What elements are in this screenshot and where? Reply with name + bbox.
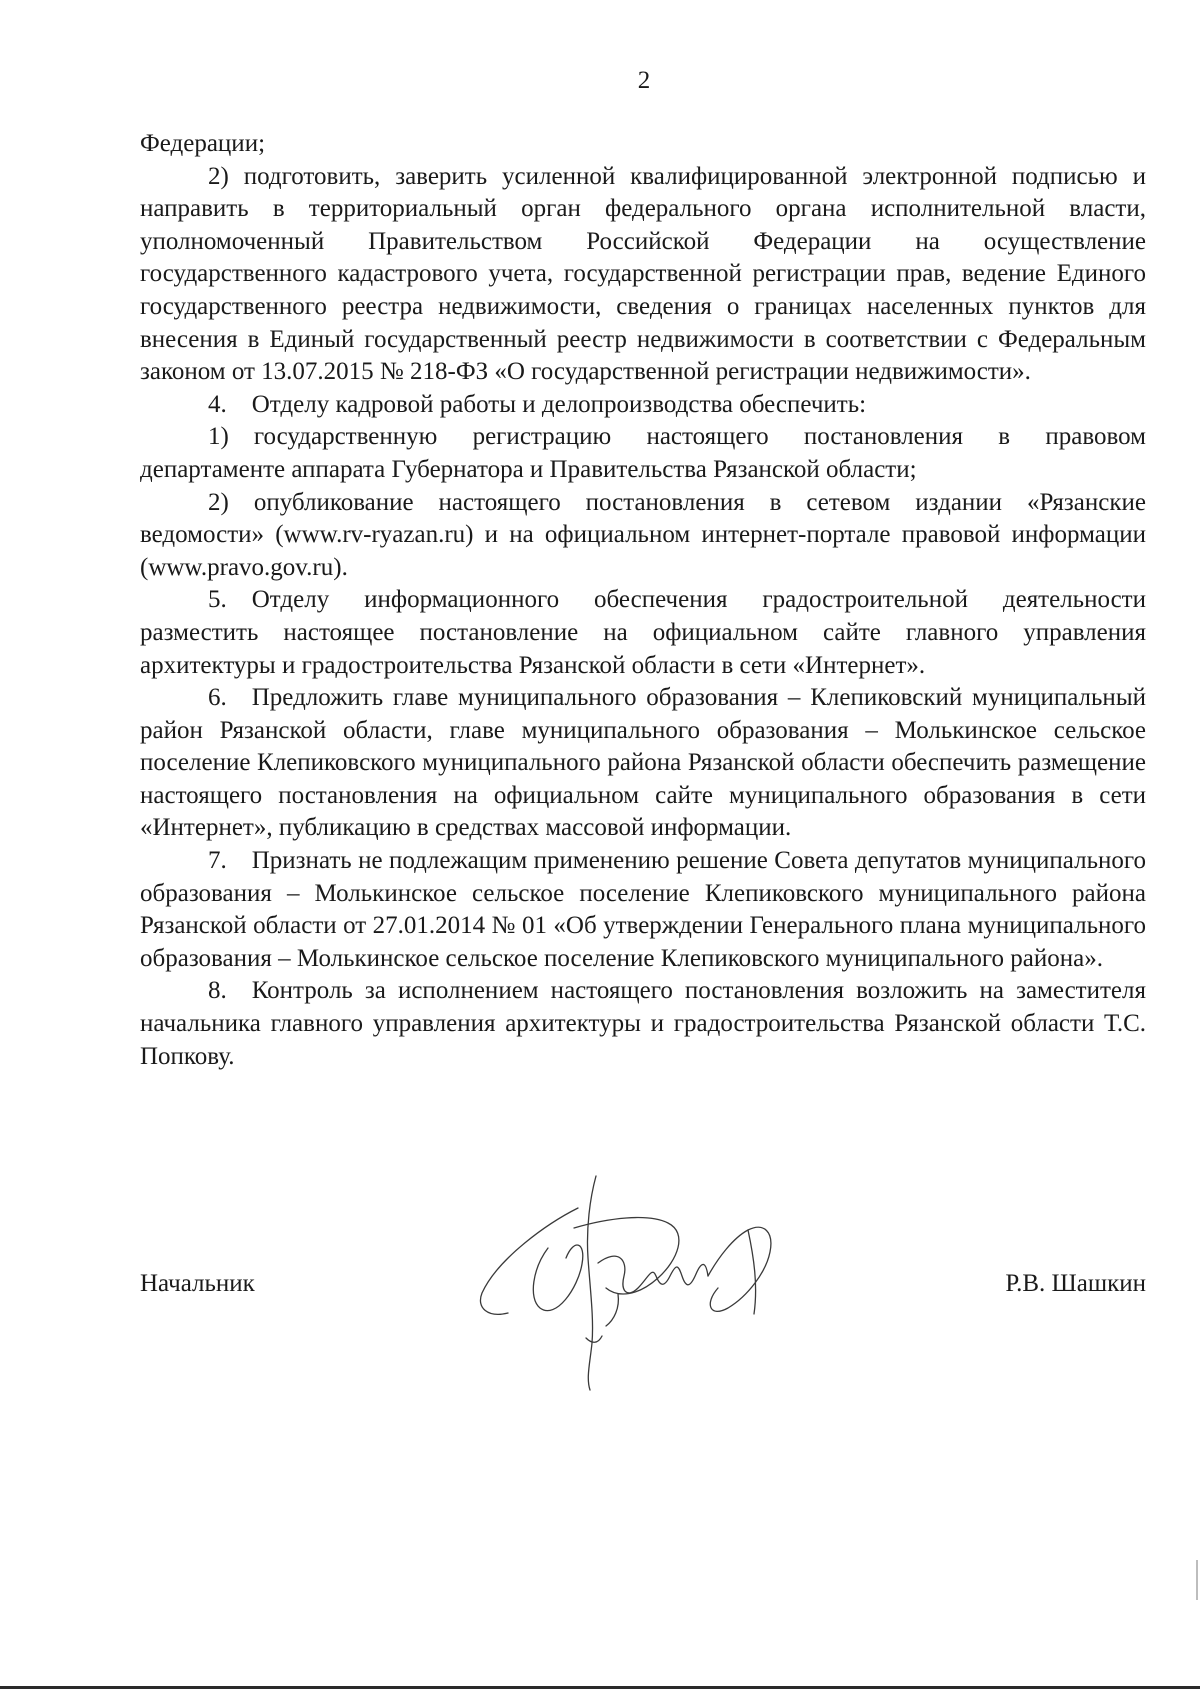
paragraph-section-4-item-2: 2) опубликование настоящего постановления в сетевом издании «Рязанские ведомости» (www.rv-ryazan.ru) и на официальном интернет-портале правовой информации (www.pravo.gov.ru). (140, 488, 1146, 581)
document-body (140, 128, 1146, 1073)
handwritten-signature (478, 1168, 878, 1398)
signer-title: Начальник (140, 1270, 255, 1297)
scan-bottom-rule (0, 1686, 1200, 1689)
scan-edge-mark (1196, 1560, 1198, 1600)
paragraph-continuation: Федерации; (140, 130, 266, 157)
page-number: 2 (637, 67, 651, 94)
paragraph-section-4-item-1: 1) государственную регистрацию настоящего постановления в правовом департаменте аппарата Губернатора и Правительства Рязанской области; (140, 423, 1146, 483)
paragraph-section-4: 4. Отделу кадровой работы и делопроизводства обеспечить: (208, 390, 867, 418)
paragraph-section-6: 6. Предложить главе муниципального образования – Клепиковский муниципальный район Рязанской области, главе муниципального образования – Молькинское сельское поселение Клепиковского муниципального района Рязанской области обеспечить размещение настоящего постановления на официальном сайте муниципального образования в сети «Интернет», публикацию в средствах массовой информации. (140, 684, 1146, 842)
paragraph-item-2: 2) подготовить, заверить усиленной квалифицированной электронной подписью и направить в территориальный орган федерального органа исполнительной власти, уполномоченный Правительством Российской Федерации на осуществление государственного кадастрового учета, государственной регистрации прав, ведение Единого государственного реестра недвижимости, сведения о границах населенных пунктов для внесения в Единый государственный реестр недвижимости в соответствии с Федеральным законом от 13.07.2015 № 218-ФЗ «О государственной регистрации недвижимости». (140, 162, 1146, 386)
paragraph-section-5: 5. Отделу информационного обеспечения градостроительной деятельности разместить настоящее постановление на официальном сайте главного управления архитектуры и градостроительства Рязанской области в сети «Интернет». (140, 586, 1146, 679)
paragraph-section-7: 7. Признать не подлежащим применению решение Совета депутатов муниципального образования – Молькинское сельское поселение Клепиковского муниципального района Рязанской области от 27.01.2014 № 01 «Об утверждении Генерального плана муниципального образования – Молькинское сельское поселение Клепиковского муниципального района». (140, 847, 1146, 972)
paragraph-section-8: 8. Контроль за исполнением настоящего постановления возложить на заместителя начальника главного управления архитектуры и градостроительства Рязанской области Т.С. Попкову. (140, 977, 1146, 1070)
signer-name: Р.В. Шашкин (1005, 1270, 1146, 1297)
